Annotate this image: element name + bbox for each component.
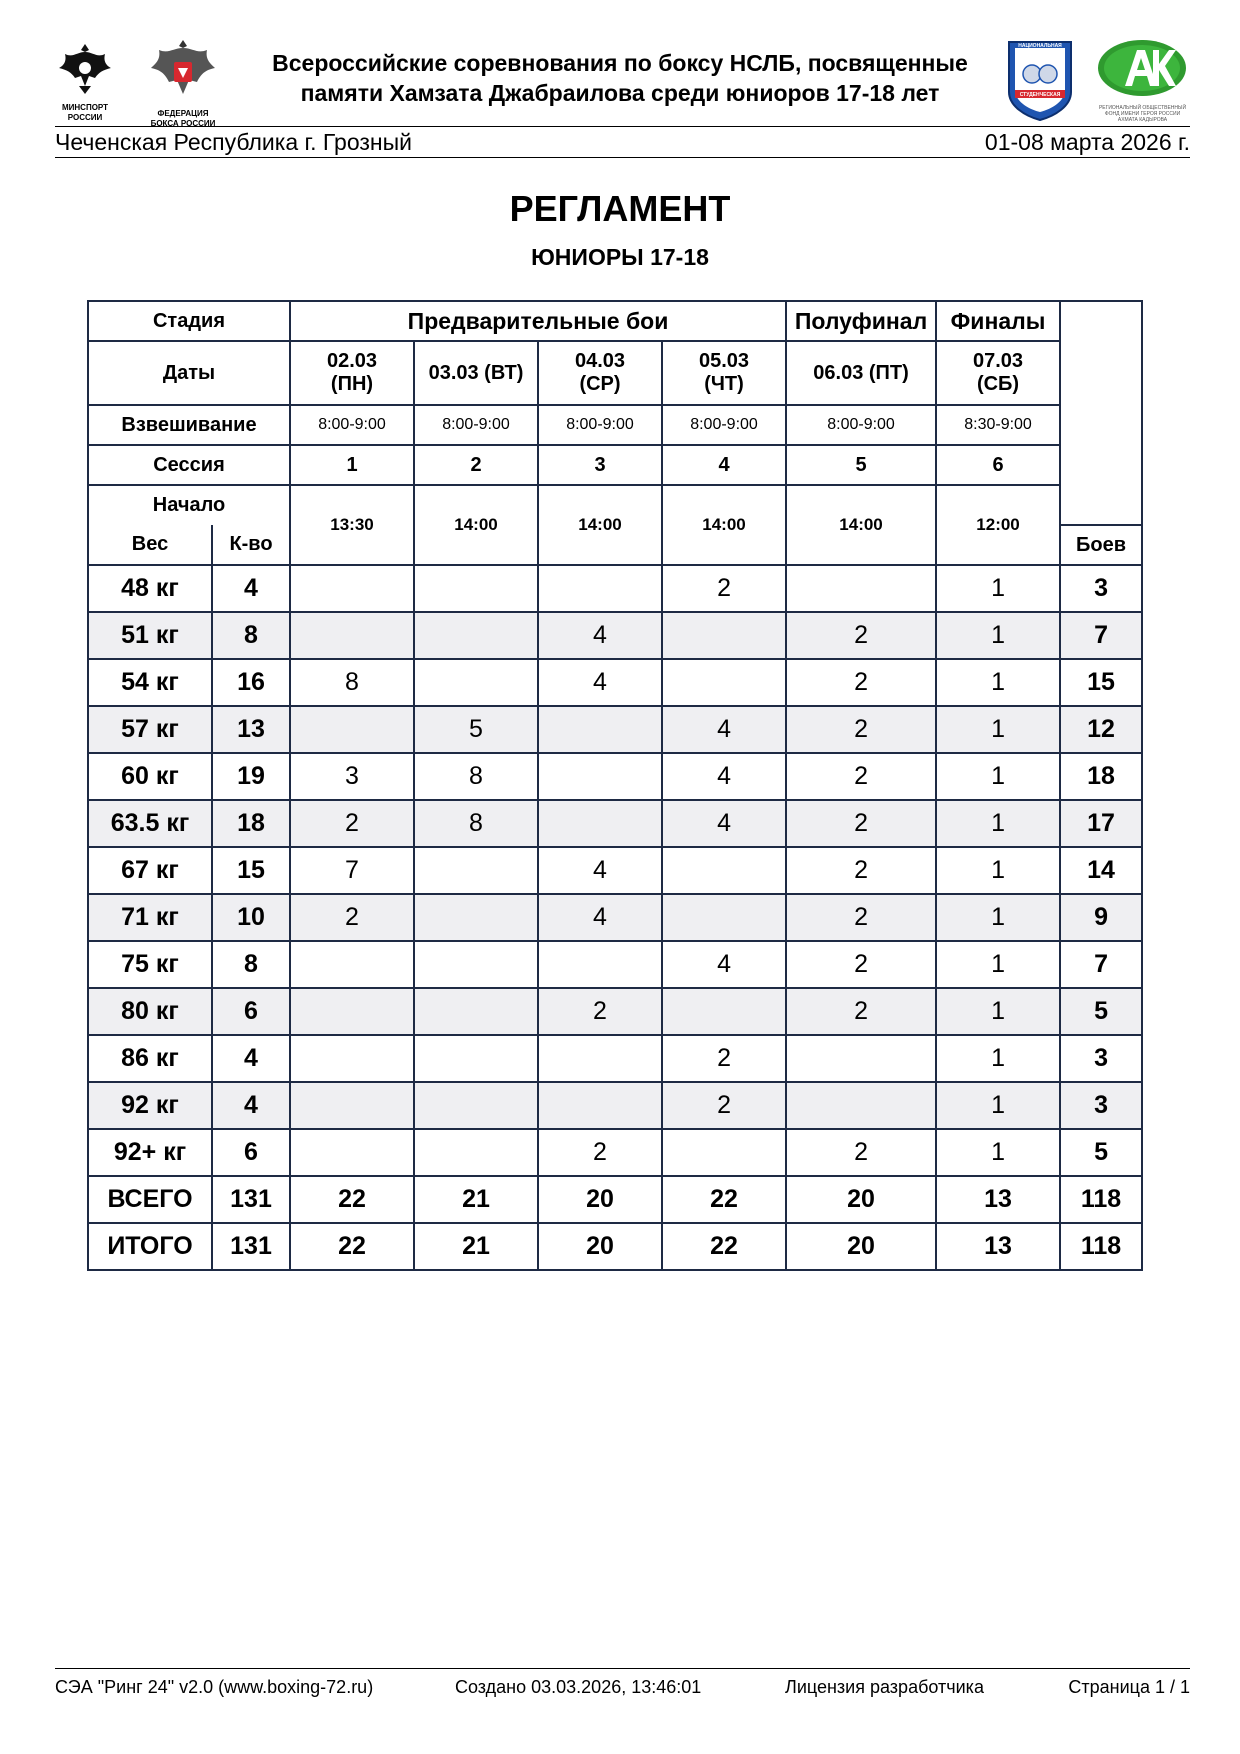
start-time: 14:00 [662,485,786,565]
weight-class: 92 кг [88,1082,212,1129]
table-row [88,659,1142,706]
weighin-time: 8:00-9:00 [414,405,538,445]
participant-count: 19 [212,753,290,800]
session-number: 1 [290,445,414,485]
session-bout-count [662,847,786,894]
session-bout-count: 2 [786,800,936,847]
minsport-caption-line1: МИНСПОРТ [61,103,109,112]
stage-row [88,301,1142,341]
session-bout-count [538,706,662,753]
session-number: 5 [786,445,936,485]
minsport-logo [55,38,115,123]
date-cell [538,341,662,405]
bouts-column-header: Боев [1060,525,1142,565]
total-session-bouts: 21 [414,1223,538,1270]
session-bout-count: 8 [290,659,414,706]
session-bout-count: 1 [936,612,1060,659]
date-day: (СР) [579,373,621,395]
session-bout-count: 2 [662,1035,786,1082]
session-number: 3 [538,445,662,485]
session-bout-count [786,1082,936,1129]
event-dates: 01-08 марта 2026 г. [984,129,1190,155]
table-row [88,847,1142,894]
federation-caption-line1: ФЕДЕРАЦИЯ [157,109,209,118]
session-bout-count: 1 [936,847,1060,894]
session-bout-count [290,1129,414,1176]
session-bout-count [538,753,662,800]
session-bout-count [538,941,662,988]
session-bout-count [290,612,414,659]
weight-class: 63.5 кг [88,800,212,847]
date-day: (СБ) [976,373,1020,395]
weight-class: 54 кг [88,659,212,706]
session-bout-count: 1 [936,894,1060,941]
akhmat-fund-caption: РЕГИОНАЛЬНЫЙ ОБЩЕСТВЕННЫЙ ФОНД ИМЕНИ ГЕРОЯ РОССИИ АХМАТА КАДЫРОВА [1098,105,1187,123]
date-value: 04.03 [574,350,626,372]
bouts-total: 12 [1060,706,1142,753]
bouts-total: 9 [1060,894,1142,941]
table-row [88,894,1142,941]
weight-class: 60 кг [88,753,212,800]
date-cell [414,341,538,405]
table-row [88,565,1142,612]
stage-finals: Финалы [936,301,1060,341]
total-session-bouts: 13 [936,1176,1060,1223]
participant-count: 6 [212,988,290,1035]
session-bout-count: 1 [936,1129,1060,1176]
weight-class: 86 кг [88,1035,212,1082]
session-bout-count: 8 [414,753,538,800]
session-bout-count [538,1082,662,1129]
bouts-header-spacer [1060,301,1142,525]
session-bout-count: 1 [936,941,1060,988]
bouts-total: 3 [1060,1035,1142,1082]
table-row [88,800,1142,847]
date-cell [936,341,1060,405]
participant-count: 4 [212,565,290,612]
shield-icon [1005,38,1075,122]
participant-count: 6 [212,1129,290,1176]
session-bout-count [662,659,786,706]
session-bout-count [414,847,538,894]
total-bouts: 118 [1060,1223,1142,1270]
session-bout-count: 4 [662,941,786,988]
session-bout-count [414,894,538,941]
total-bouts: 118 [1060,1176,1142,1223]
date-cell [290,341,414,405]
document-title: РЕГЛАМЕНТ [509,188,731,229]
session-number: 4 [662,445,786,485]
total-session-bouts: 21 [414,1176,538,1223]
bouts-total: 15 [1060,659,1142,706]
session-bout-count: 2 [786,894,936,941]
date-day: (ЧТ) [704,373,744,395]
start-time: 14:00 [786,485,936,565]
total-count: 131 [212,1223,290,1270]
session-bout-count: 4 [662,800,786,847]
participant-count: 4 [212,1082,290,1129]
minsport-caption-line2: РОССИИ [67,113,103,122]
start-time: 14:00 [414,485,538,565]
weight-rows [88,565,1142,1176]
session-bout-count: 4 [538,659,662,706]
weighin-time: 8:00-9:00 [538,405,662,445]
competition-title-line1: Всероссийские соревнования по боксу НСЛБ, посвященные [272,50,968,76]
session-bout-count [414,1082,538,1129]
weight-class: 92+ кг [88,1129,212,1176]
akhmat-fund-logo [1095,38,1190,123]
start-time: 13:30 [290,485,414,565]
bouts-total: 7 [1060,612,1142,659]
weight-class: 80 кг [88,988,212,1035]
total-session-bouts: 22 [662,1176,786,1223]
bouts-total: 17 [1060,800,1142,847]
session-bout-count [662,894,786,941]
session-row [88,445,1142,485]
total-session-bouts: 22 [290,1176,414,1223]
participant-count: 16 [212,659,290,706]
session-bout-count: 2 [786,612,936,659]
date-cell [786,341,936,405]
page-footer [55,1668,1190,1699]
session-bout-count: 4 [538,847,662,894]
weight-class: 57 кг [88,706,212,753]
total-rows [88,1176,1142,1270]
table-row [88,988,1142,1035]
total-session-bouts: 13 [936,1223,1060,1270]
stage-semifinal: Полуфинал [786,301,936,341]
start-label: Начало [88,485,290,525]
session-bout-count [414,565,538,612]
weighin-label: Взвешивание [88,405,290,445]
session-bout-count [290,1082,414,1129]
weighin-time: 8:00-9:00 [786,405,936,445]
stage-label: Стадия [88,301,290,341]
total-session-bouts: 22 [662,1223,786,1270]
session-bout-count [414,659,538,706]
session-bout-count [538,800,662,847]
count-column-header: К-во [212,525,290,565]
weighin-time: 8:00-9:00 [662,405,786,445]
session-number: 2 [414,445,538,485]
student-league-logo [1005,38,1075,127]
participant-count: 15 [212,847,290,894]
bouts-total: 3 [1060,565,1142,612]
session-bout-count [786,565,936,612]
weight-class: 71 кг [88,894,212,941]
session-bout-count: 1 [936,800,1060,847]
total-label: ИТОГО [88,1223,212,1270]
schedule-table [87,300,1143,1271]
session-bout-count [414,1129,538,1176]
session-bout-count [662,988,786,1035]
session-bout-count: 2 [786,659,936,706]
session-bout-count: 7 [290,847,414,894]
total-session-bouts: 20 [538,1223,662,1270]
student-league-caption-line1: НАЦИОНАЛЬНАЯ [1018,43,1062,49]
stage-prelim: Предварительные бои [290,301,786,341]
date-value: 05.03 [698,350,750,372]
total-label: ВСЕГО [88,1176,212,1223]
session-bout-count [414,941,538,988]
session-bout-count [538,1035,662,1082]
session-bout-count: 4 [662,706,786,753]
footer-page-number: Страница 1 / 1 [1068,1677,1190,1697]
boxing-federation-logo [143,38,223,129]
session-bout-count [290,988,414,1035]
participant-count: 13 [212,706,290,753]
total-session-bouts: 20 [538,1176,662,1223]
weighin-row [88,405,1142,445]
date-value: 02.03 [326,350,378,372]
session-bout-count: 5 [414,706,538,753]
session-bout-count: 1 [936,659,1060,706]
weight-column-header: Вес [88,525,212,565]
date-value: 06.03 (ПТ) [813,361,909,384]
table-row [88,753,1142,800]
table-row [88,1035,1142,1082]
session-bout-count: 2 [290,894,414,941]
participant-count: 10 [212,894,290,941]
bouts-total: 7 [1060,941,1142,988]
weighin-time: 8:00-9:00 [290,405,414,445]
total-count: 131 [212,1176,290,1223]
start-row [88,485,1142,525]
weight-class: 51 кг [88,612,212,659]
total-session-bouts: 20 [786,1223,936,1270]
dates-label: Даты [88,341,290,405]
session-bout-count: 1 [936,1082,1060,1129]
session-bout-count [290,1035,414,1082]
session-bout-count: 1 [936,753,1060,800]
participant-count: 4 [212,1035,290,1082]
competition-title [245,48,995,108]
session-bout-count [290,941,414,988]
federation-caption-line2: БОКСА РОССИИ [150,119,216,128]
date-cell [662,341,786,405]
table-row [88,1129,1142,1176]
footer-license: Лицензия разработчика [785,1677,984,1697]
total-session-bouts: 22 [290,1223,414,1270]
student-league-caption-line2: СТУДЕНЧЕСКАЯ [1019,92,1061,98]
session-bout-count [290,706,414,753]
session-bout-count: 2 [786,1129,936,1176]
session-number: 6 [936,445,1060,485]
bouts-total: 5 [1060,988,1142,1035]
session-bout-count [786,1035,936,1082]
bouts-total: 18 [1060,753,1142,800]
footer-software: СЭА "Ринг 24" v2.0 (www.boxing-72.ru) [55,1677,374,1697]
start-time: 12:00 [936,485,1060,565]
total-session-bouts: 20 [786,1176,936,1223]
participant-count: 18 [212,800,290,847]
session-bout-count: 1 [936,988,1060,1035]
weight-class: 75 кг [88,941,212,988]
dates-row [88,341,1142,405]
total-row [88,1176,1142,1223]
table-row [88,706,1142,753]
session-bout-count: 2 [538,1129,662,1176]
session-bout-count: 4 [538,894,662,941]
session-bout-count: 3 [290,753,414,800]
session-bout-count: 2 [538,988,662,1035]
session-bout-count [414,1035,538,1082]
session-label: Сессия [88,445,290,485]
bouts-total: 14 [1060,847,1142,894]
bouts-total: 5 [1060,1129,1142,1176]
session-bout-count: 2 [786,753,936,800]
session-bout-count: 4 [662,753,786,800]
document-subtitle: ЮНИОРЫ 17-18 [531,244,709,270]
participant-count: 8 [212,941,290,988]
double-eagle-icon [55,38,115,98]
session-bout-count: 2 [786,941,936,988]
session-bout-count: 4 [538,612,662,659]
session-bout-count: 1 [936,565,1060,612]
session-bout-count [662,612,786,659]
session-bout-count: 1 [936,706,1060,753]
location-bar [55,126,1190,158]
session-bout-count [538,565,662,612]
session-bout-count [662,1129,786,1176]
start-time: 14:00 [538,485,662,565]
session-bout-count: 2 [662,565,786,612]
table-row [88,941,1142,988]
session-bout-count: 1 [936,1035,1060,1082]
total-row [88,1223,1142,1270]
event-location: Чеченская Республика г. Грозный [55,129,413,155]
date-day: (ПН) [330,373,374,395]
weight-class: 48 кг [88,565,212,612]
weight-class: 67 кг [88,847,212,894]
competition-title-line2: памяти Хамзата Джабраилова среди юниоров 17-18 лет [300,80,940,106]
session-bout-count: 2 [662,1082,786,1129]
session-bout-count: 2 [786,706,936,753]
weighin-time: 8:30-9:00 [936,405,1060,445]
session-bout-count: 2 [786,988,936,1035]
participant-count: 8 [212,612,290,659]
session-bout-count [414,612,538,659]
table-row [88,1082,1142,1129]
table-row [88,612,1142,659]
session-bout-count: 2 [290,800,414,847]
akhmat-emblem-icon [1095,38,1190,100]
date-value: 07.03 [973,350,1024,372]
date-value: 03.03 (ВТ) [428,361,524,384]
header [55,38,1190,128]
session-bout-count [414,988,538,1035]
bouts-total: 3 [1060,1082,1142,1129]
footer-created: Создано 03.03.2026, 13:46:01 [455,1677,702,1697]
federation-eagle-icon [143,38,223,104]
session-bout-count: 2 [786,847,936,894]
session-bout-count [290,565,414,612]
session-bout-count: 8 [414,800,538,847]
